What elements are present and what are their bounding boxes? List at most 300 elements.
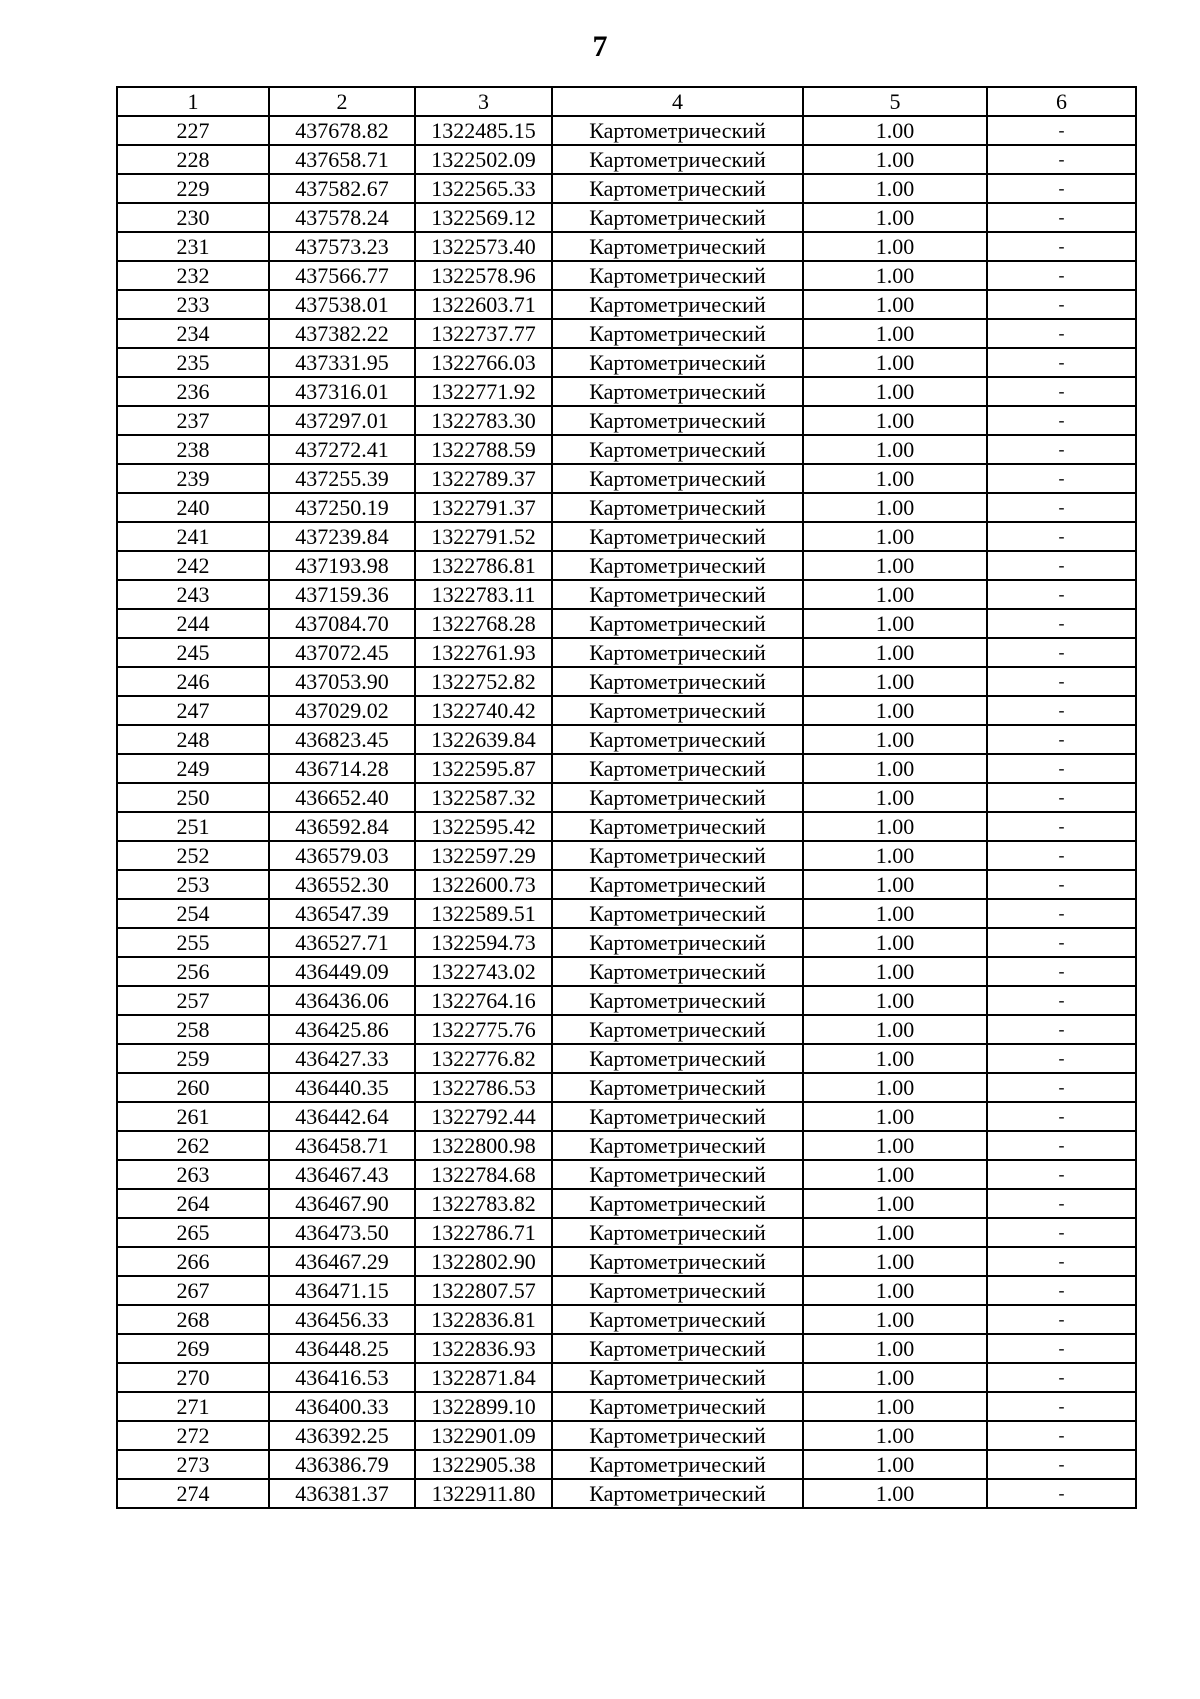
column-header-3: 3	[415, 87, 552, 116]
description-cell: -	[987, 609, 1136, 638]
description-cell: -	[987, 1276, 1136, 1305]
method-cell: Картометрический	[552, 725, 803, 754]
y-coordinate-cell: 1322791.52	[415, 522, 552, 551]
point-number-cell: 272	[117, 1421, 269, 1450]
y-coordinate-cell: 1322788.59	[415, 435, 552, 464]
y-coordinate-cell: 1322783.82	[415, 1189, 552, 1218]
table-row	[117, 1450, 1136, 1479]
table-row	[117, 261, 1136, 290]
point-number-cell: 273	[117, 1450, 269, 1479]
y-coordinate-cell: 1322764.16	[415, 986, 552, 1015]
table-row	[117, 725, 1136, 754]
y-coordinate-cell: 1322740.42	[415, 696, 552, 725]
table-row	[117, 1160, 1136, 1189]
description-cell: -	[987, 1189, 1136, 1218]
y-coordinate-cell: 1322786.53	[415, 1073, 552, 1102]
description-cell: -	[987, 696, 1136, 725]
method-cell: Картометрический	[552, 493, 803, 522]
description-cell: -	[987, 406, 1136, 435]
x-coordinate-cell: 436458.71	[269, 1131, 415, 1160]
table-row	[117, 1102, 1136, 1131]
x-coordinate-cell: 436473.50	[269, 1218, 415, 1247]
x-coordinate-cell: 437029.02	[269, 696, 415, 725]
point-number-cell: 252	[117, 841, 269, 870]
point-number-cell: 230	[117, 203, 269, 232]
method-cell: Картометрический	[552, 203, 803, 232]
point-number-cell: 256	[117, 957, 269, 986]
description-cell: -	[987, 174, 1136, 203]
point-number-cell: 241	[117, 522, 269, 551]
description-cell: -	[987, 377, 1136, 406]
point-number-cell: 254	[117, 899, 269, 928]
point-number-cell: 227	[117, 116, 269, 145]
description-cell: -	[987, 232, 1136, 261]
coordinates-table	[116, 86, 1137, 1509]
description-cell: -	[987, 1450, 1136, 1479]
y-coordinate-cell: 1322905.38	[415, 1450, 552, 1479]
method-cell: Картометрический	[552, 1479, 803, 1508]
x-coordinate-cell: 436440.35	[269, 1073, 415, 1102]
point-number-cell: 268	[117, 1305, 269, 1334]
x-coordinate-cell: 436456.33	[269, 1305, 415, 1334]
point-number-cell: 231	[117, 232, 269, 261]
accuracy-cell: 1.00	[803, 638, 987, 667]
method-cell: Картометрический	[552, 957, 803, 986]
y-coordinate-cell: 1322768.28	[415, 609, 552, 638]
table-row	[117, 696, 1136, 725]
description-cell: -	[987, 1392, 1136, 1421]
method-cell: Картометрический	[552, 986, 803, 1015]
point-number-cell: 249	[117, 754, 269, 783]
table-row	[117, 522, 1136, 551]
table-row	[117, 928, 1136, 957]
table-row	[117, 174, 1136, 203]
y-coordinate-cell: 1322565.33	[415, 174, 552, 203]
method-cell: Картометрический	[552, 609, 803, 638]
x-coordinate-cell: 437566.77	[269, 261, 415, 290]
table-row	[117, 1218, 1136, 1247]
description-cell: -	[987, 348, 1136, 377]
accuracy-cell: 1.00	[803, 609, 987, 638]
x-coordinate-cell: 437573.23	[269, 232, 415, 261]
accuracy-cell: 1.00	[803, 841, 987, 870]
method-cell: Картометрический	[552, 1334, 803, 1363]
table-row	[117, 754, 1136, 783]
method-cell: Картометрический	[552, 812, 803, 841]
description-cell: -	[987, 754, 1136, 783]
method-cell: Картометрический	[552, 1276, 803, 1305]
description-cell: -	[987, 464, 1136, 493]
accuracy-cell: 1.00	[803, 1479, 987, 1508]
accuracy-cell: 1.00	[803, 261, 987, 290]
table-row	[117, 841, 1136, 870]
y-coordinate-cell: 1322485.15	[415, 116, 552, 145]
method-cell: Картометрический	[552, 841, 803, 870]
description-cell: -	[987, 1073, 1136, 1102]
description-cell: -	[987, 1247, 1136, 1276]
y-coordinate-cell: 1322771.92	[415, 377, 552, 406]
method-cell: Картометрический	[552, 116, 803, 145]
x-coordinate-cell: 437084.70	[269, 609, 415, 638]
accuracy-cell: 1.00	[803, 290, 987, 319]
point-number-cell: 245	[117, 638, 269, 667]
y-coordinate-cell: 1322786.81	[415, 551, 552, 580]
table-header	[117, 87, 1136, 116]
accuracy-cell: 1.00	[803, 348, 987, 377]
description-cell: -	[987, 1102, 1136, 1131]
method-cell: Картометрический	[552, 783, 803, 812]
x-coordinate-cell: 436547.39	[269, 899, 415, 928]
y-coordinate-cell: 1322791.37	[415, 493, 552, 522]
page-number: 7	[592, 30, 608, 63]
accuracy-cell: 1.00	[803, 174, 987, 203]
description-cell: -	[987, 1044, 1136, 1073]
method-cell: Картометрический	[552, 1247, 803, 1276]
method-cell: Картометрический	[552, 1044, 803, 1073]
table-row	[117, 667, 1136, 696]
table-row	[117, 1305, 1136, 1334]
point-number-cell: 261	[117, 1102, 269, 1131]
y-coordinate-cell: 1322784.68	[415, 1160, 552, 1189]
point-number-cell: 265	[117, 1218, 269, 1247]
description-cell: -	[987, 1015, 1136, 1044]
table-body	[117, 116, 1136, 1508]
y-coordinate-cell: 1322573.40	[415, 232, 552, 261]
accuracy-cell: 1.00	[803, 1247, 987, 1276]
point-number-cell: 271	[117, 1392, 269, 1421]
table-row	[117, 870, 1136, 899]
accuracy-cell: 1.00	[803, 1218, 987, 1247]
x-coordinate-cell: 436386.79	[269, 1450, 415, 1479]
method-cell: Картометрический	[552, 580, 803, 609]
point-number-cell: 244	[117, 609, 269, 638]
description-cell: -	[987, 1363, 1136, 1392]
table-row	[117, 1131, 1136, 1160]
method-cell: Картометрический	[552, 928, 803, 957]
accuracy-cell: 1.00	[803, 754, 987, 783]
description-cell: -	[987, 1305, 1136, 1334]
x-coordinate-cell: 436579.03	[269, 841, 415, 870]
table-row	[117, 203, 1136, 232]
description-cell: -	[987, 870, 1136, 899]
x-coordinate-cell: 437250.19	[269, 493, 415, 522]
accuracy-cell: 1.00	[803, 1450, 987, 1479]
method-cell: Картометрический	[552, 348, 803, 377]
method-cell: Картометрический	[552, 522, 803, 551]
accuracy-cell: 1.00	[803, 696, 987, 725]
x-coordinate-cell: 436592.84	[269, 812, 415, 841]
x-coordinate-cell: 436467.29	[269, 1247, 415, 1276]
y-coordinate-cell: 1322597.29	[415, 841, 552, 870]
point-number-cell: 237	[117, 406, 269, 435]
description-cell: -	[987, 116, 1136, 145]
point-number-cell: 248	[117, 725, 269, 754]
table-row	[117, 899, 1136, 928]
column-header-6: 6	[987, 87, 1136, 116]
method-cell: Картометрический	[552, 1189, 803, 1218]
method-cell: Картометрический	[552, 1160, 803, 1189]
accuracy-cell: 1.00	[803, 319, 987, 348]
point-number-cell: 243	[117, 580, 269, 609]
x-coordinate-cell: 437272.41	[269, 435, 415, 464]
y-coordinate-cell: 1322595.87	[415, 754, 552, 783]
accuracy-cell: 1.00	[803, 812, 987, 841]
table-row	[117, 290, 1136, 319]
accuracy-cell: 1.00	[803, 928, 987, 957]
point-number-cell: 257	[117, 986, 269, 1015]
y-coordinate-cell: 1322792.44	[415, 1102, 552, 1131]
accuracy-cell: 1.00	[803, 725, 987, 754]
x-coordinate-cell: 436381.37	[269, 1479, 415, 1508]
table-row	[117, 1479, 1136, 1508]
accuracy-cell: 1.00	[803, 232, 987, 261]
method-cell: Картометрический	[552, 1102, 803, 1131]
accuracy-cell: 1.00	[803, 522, 987, 551]
description-cell: -	[987, 1479, 1136, 1508]
x-coordinate-cell: 436425.86	[269, 1015, 415, 1044]
table-row	[117, 638, 1136, 667]
x-coordinate-cell: 436442.64	[269, 1102, 415, 1131]
table-row	[117, 580, 1136, 609]
method-cell: Картометрический	[552, 1421, 803, 1450]
method-cell: Картометрический	[552, 174, 803, 203]
description-cell: -	[987, 145, 1136, 174]
description-cell: -	[987, 522, 1136, 551]
description-cell: -	[987, 1218, 1136, 1247]
method-cell: Картометрический	[552, 290, 803, 319]
point-number-cell: 228	[117, 145, 269, 174]
x-coordinate-cell: 437678.82	[269, 116, 415, 145]
x-coordinate-cell: 436552.30	[269, 870, 415, 899]
x-coordinate-cell: 437297.01	[269, 406, 415, 435]
x-coordinate-cell: 436449.09	[269, 957, 415, 986]
accuracy-cell: 1.00	[803, 203, 987, 232]
accuracy-cell: 1.00	[803, 986, 987, 1015]
description-cell: -	[987, 928, 1136, 957]
table-row	[117, 406, 1136, 435]
table-row	[117, 319, 1136, 348]
table-row	[117, 377, 1136, 406]
table-row	[117, 783, 1136, 812]
accuracy-cell: 1.00	[803, 1189, 987, 1218]
method-cell: Картометрический	[552, 464, 803, 493]
method-cell: Картометрический	[552, 899, 803, 928]
y-coordinate-cell: 1322752.82	[415, 667, 552, 696]
y-coordinate-cell: 1322594.73	[415, 928, 552, 957]
description-cell: -	[987, 841, 1136, 870]
method-cell: Картометрический	[552, 1363, 803, 1392]
description-cell: -	[987, 493, 1136, 522]
table-row	[117, 1363, 1136, 1392]
description-cell: -	[987, 580, 1136, 609]
method-cell: Картометрический	[552, 1305, 803, 1334]
table-row	[117, 1189, 1136, 1218]
description-cell: -	[987, 986, 1136, 1015]
point-number-cell: 262	[117, 1131, 269, 1160]
x-coordinate-cell: 437193.98	[269, 551, 415, 580]
table-row	[117, 116, 1136, 145]
method-cell: Картометрический	[552, 638, 803, 667]
table-row	[117, 1073, 1136, 1102]
description-cell: -	[987, 638, 1136, 667]
point-number-cell: 240	[117, 493, 269, 522]
column-header-5: 5	[803, 87, 987, 116]
point-number-cell: 269	[117, 1334, 269, 1363]
description-cell: -	[987, 1160, 1136, 1189]
description-cell: -	[987, 1131, 1136, 1160]
x-coordinate-cell: 437582.67	[269, 174, 415, 203]
y-coordinate-cell: 1322800.98	[415, 1131, 552, 1160]
table-row	[117, 464, 1136, 493]
point-number-cell: 234	[117, 319, 269, 348]
table-row	[117, 348, 1136, 377]
table-row	[117, 1334, 1136, 1363]
method-cell: Картометрический	[552, 319, 803, 348]
x-coordinate-cell: 436823.45	[269, 725, 415, 754]
point-number-cell: 274	[117, 1479, 269, 1508]
accuracy-cell: 1.00	[803, 1392, 987, 1421]
column-header-2: 2	[269, 87, 415, 116]
y-coordinate-cell: 1322578.96	[415, 261, 552, 290]
point-number-cell: 251	[117, 812, 269, 841]
table-row	[117, 1392, 1136, 1421]
method-cell: Картометрический	[552, 696, 803, 725]
point-number-cell: 229	[117, 174, 269, 203]
point-number-cell: 246	[117, 667, 269, 696]
point-number-cell: 242	[117, 551, 269, 580]
x-coordinate-cell: 437053.90	[269, 667, 415, 696]
accuracy-cell: 1.00	[803, 1102, 987, 1131]
y-coordinate-cell: 1322569.12	[415, 203, 552, 232]
accuracy-cell: 1.00	[803, 899, 987, 928]
table-row	[117, 609, 1136, 638]
table-row	[117, 145, 1136, 174]
point-number-cell: 250	[117, 783, 269, 812]
table-row	[117, 435, 1136, 464]
method-cell: Картометрический	[552, 377, 803, 406]
table-row	[117, 1044, 1136, 1073]
accuracy-cell: 1.00	[803, 1015, 987, 1044]
table-row	[117, 986, 1136, 1015]
point-number-cell: 264	[117, 1189, 269, 1218]
accuracy-cell: 1.00	[803, 1276, 987, 1305]
table-row	[117, 1421, 1136, 1450]
x-coordinate-cell: 436467.43	[269, 1160, 415, 1189]
column-header-1: 1	[117, 87, 269, 116]
method-cell: Картометрический	[552, 1450, 803, 1479]
y-coordinate-cell: 1322911.80	[415, 1479, 552, 1508]
y-coordinate-cell: 1322802.90	[415, 1247, 552, 1276]
x-coordinate-cell: 436652.40	[269, 783, 415, 812]
point-number-cell: 232	[117, 261, 269, 290]
y-coordinate-cell: 1322836.93	[415, 1334, 552, 1363]
x-coordinate-cell: 437316.01	[269, 377, 415, 406]
method-cell: Картометрический	[552, 1218, 803, 1247]
x-coordinate-cell: 437255.39	[269, 464, 415, 493]
point-number-cell: 238	[117, 435, 269, 464]
description-cell: -	[987, 957, 1136, 986]
y-coordinate-cell: 1322587.32	[415, 783, 552, 812]
point-number-cell: 266	[117, 1247, 269, 1276]
header-row	[117, 87, 1136, 116]
x-coordinate-cell: 437578.24	[269, 203, 415, 232]
point-number-cell: 236	[117, 377, 269, 406]
y-coordinate-cell: 1322836.81	[415, 1305, 552, 1334]
description-cell: -	[987, 261, 1136, 290]
description-cell: -	[987, 725, 1136, 754]
description-cell: -	[987, 899, 1136, 928]
y-coordinate-cell: 1322783.30	[415, 406, 552, 435]
point-number-cell: 253	[117, 870, 269, 899]
table-row	[117, 1276, 1136, 1305]
y-coordinate-cell: 1322737.77	[415, 319, 552, 348]
y-coordinate-cell: 1322775.76	[415, 1015, 552, 1044]
accuracy-cell: 1.00	[803, 1131, 987, 1160]
table-row	[117, 812, 1136, 841]
accuracy-cell: 1.00	[803, 145, 987, 174]
method-cell: Картометрический	[552, 1131, 803, 1160]
accuracy-cell: 1.00	[803, 667, 987, 696]
point-number-cell: 267	[117, 1276, 269, 1305]
y-coordinate-cell: 1322589.51	[415, 899, 552, 928]
point-number-cell: 270	[117, 1363, 269, 1392]
accuracy-cell: 1.00	[803, 1334, 987, 1363]
x-coordinate-cell: 436467.90	[269, 1189, 415, 1218]
accuracy-cell: 1.00	[803, 406, 987, 435]
point-number-cell: 260	[117, 1073, 269, 1102]
description-cell: -	[987, 203, 1136, 232]
x-coordinate-cell: 436436.06	[269, 986, 415, 1015]
point-number-cell: 255	[117, 928, 269, 957]
method-cell: Картометрический	[552, 1073, 803, 1102]
method-cell: Картометрический	[552, 232, 803, 261]
y-coordinate-cell: 1322776.82	[415, 1044, 552, 1073]
x-coordinate-cell: 437239.84	[269, 522, 415, 551]
point-number-cell: 263	[117, 1160, 269, 1189]
description-cell: -	[987, 435, 1136, 464]
y-coordinate-cell: 1322743.02	[415, 957, 552, 986]
accuracy-cell: 1.00	[803, 870, 987, 899]
description-cell: -	[987, 667, 1136, 696]
x-coordinate-cell: 436448.25	[269, 1334, 415, 1363]
y-coordinate-cell: 1322600.73	[415, 870, 552, 899]
method-cell: Картометрический	[552, 667, 803, 696]
y-coordinate-cell: 1322789.37	[415, 464, 552, 493]
point-number-cell: 247	[117, 696, 269, 725]
y-coordinate-cell: 1322786.71	[415, 1218, 552, 1247]
table-row	[117, 493, 1136, 522]
x-coordinate-cell: 437159.36	[269, 580, 415, 609]
table-row	[117, 1247, 1136, 1276]
method-cell: Картометрический	[552, 145, 803, 174]
point-number-cell: 259	[117, 1044, 269, 1073]
point-number-cell: 258	[117, 1015, 269, 1044]
description-cell: -	[987, 1421, 1136, 1450]
accuracy-cell: 1.00	[803, 551, 987, 580]
point-number-cell: 233	[117, 290, 269, 319]
x-coordinate-cell: 436392.25	[269, 1421, 415, 1450]
y-coordinate-cell: 1322899.10	[415, 1392, 552, 1421]
accuracy-cell: 1.00	[803, 493, 987, 522]
x-coordinate-cell: 436714.28	[269, 754, 415, 783]
x-coordinate-cell: 437538.01	[269, 290, 415, 319]
method-cell: Картометрический	[552, 1392, 803, 1421]
y-coordinate-cell: 1322871.84	[415, 1363, 552, 1392]
table-row	[117, 1015, 1136, 1044]
accuracy-cell: 1.00	[803, 464, 987, 493]
accuracy-cell: 1.00	[803, 957, 987, 986]
accuracy-cell: 1.00	[803, 580, 987, 609]
